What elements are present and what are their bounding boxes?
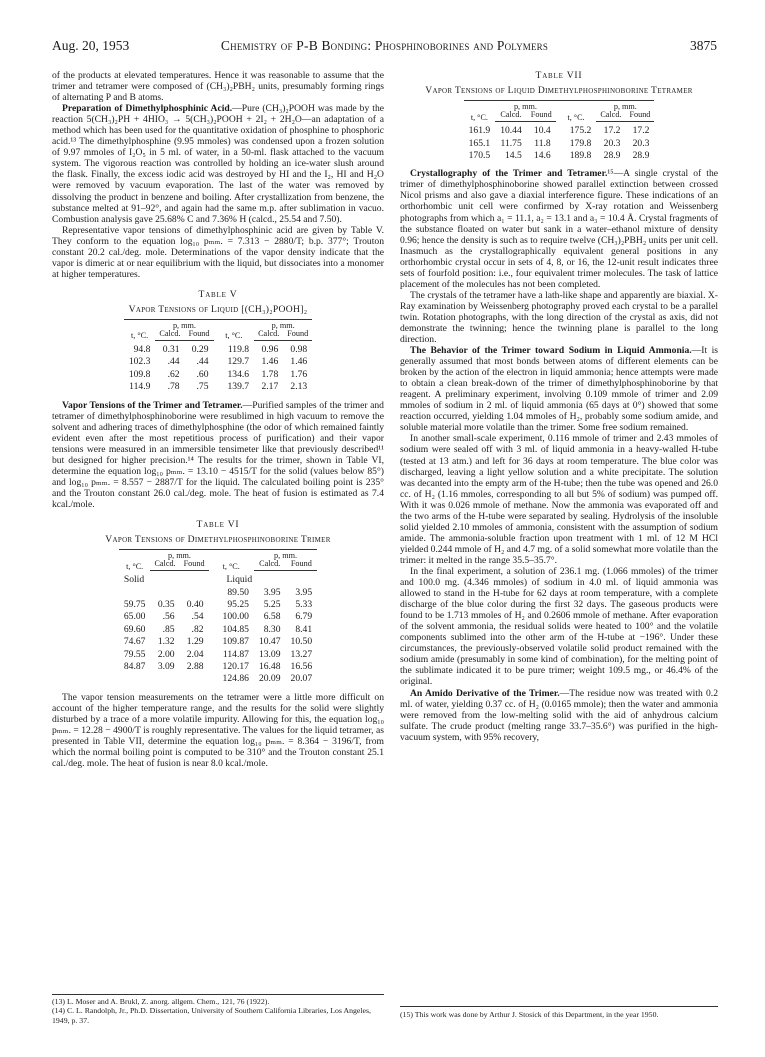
- found-cell: 2.88: [186, 661, 204, 673]
- calcd-cell: .78: [167, 381, 180, 393]
- calcd-cell: 20.3: [603, 137, 621, 149]
- calcd-cell: 2.00: [157, 648, 175, 660]
- temperature-cell: 161.9: [468, 124, 491, 136]
- found-cell: 6.79: [295, 611, 313, 623]
- temperature-cell: [119, 587, 151, 599]
- col-header: t, °C.: [464, 101, 496, 122]
- calcd-cell: 1.46: [261, 356, 279, 368]
- paragraph: Vapor Tensions of the Trimer and Tetramer.—Purified samples of the trimer and tetramer of dimethylphosphinoborine were resublimed in high vacuum to remove the solvent and adhering traces of dimethylphosphine (the odor of which remained faintly evident even after the most repetitious process of purification) and their vapor tensions were measured in an immersible tensimeter like that previously described¹¹ but designed for higher precision.¹⁴ The results for the trimer, shown in Table VI, determine the equation log₁₀ pₘₘ. = 13.10 − 4515/T for the solid (values below 85°) and log₁₀ pₘₘ. = 8.557 − 2887/T for the liquid. The calculated boiling point is 235° and the Trouton constant 26.0 cal./deg. mole. The heat of fusion is estimated as 7.4 kcal./mole.: [52, 399, 384, 511]
- phase-label: Solid: [123, 574, 145, 586]
- found-cell: 2.13: [290, 381, 308, 393]
- page-number: 3875: [690, 38, 717, 53]
- temperature-cell: 95.25: [227, 598, 249, 610]
- temperature-cell: 104.85: [222, 623, 249, 635]
- found-cell: 5.33: [295, 598, 313, 610]
- temperature-cell: 129.7: [227, 356, 250, 368]
- found-cell: .54: [191, 611, 204, 623]
- table-row: [119, 624, 317, 636]
- calcd-cell: 1.32: [157, 636, 175, 648]
- footnote: (13) L. Moser and A. Brukl, Z. anorg. allgem. Chem., 121, 76 (1922).: [52, 997, 270, 1006]
- table-row: [119, 636, 317, 648]
- calcd-cell: .62: [167, 368, 180, 380]
- found-cell: 20.07: [290, 673, 313, 685]
- calcd-cell: [150, 673, 179, 685]
- footnote: (14) C. L. Randolph, Jr., Ph.D. Dissertation, University of Southern California Libraries, Los Angeles, 1949, p. 37.: [52, 1006, 371, 1025]
- paragraph: Preparation of Dimethylphosphinic Acid.—Pure (CH₃)₂POOH was made by the reaction 5(CH₃)₂PH + 4HIO₃ → 5(CH₃)₂POOH + 2I₂ + 2H₂O—an adaptation of a method which has been used for the quantitative oxidation of phosphine to phosphoric acid.¹³ The dimethylphosphine (9.95 mmoles) was condensed upon a frozen solution of 9.97 mmoles of I₂O₅ in 5 ml. of water, in a 50-ml. flask attached to the vacuum system. The vigorous reaction was controlled by holding an ice-water slush around the flask. Finally, the excess iodic acid was destroyed by HI and the I₂, HI and H₂O were removed by vacuum evaporation. The last of the water was removed by dissolving the product in benzene and boiling. After crystallization from benzene, the substance melted at 91–92°, and again had the same m.p. after sublimation in vacuo. Combustion analysis gave 25.68% C and 7.36% H (calcd., 25.54 and 7.50).: [52, 103, 384, 225]
- section-heading: Crystallography of the Trimer and Tetramer.: [410, 168, 608, 180]
- calcd-cell: .56: [162, 611, 175, 623]
- table-caption: Vapor Tensions of Liquid [(CH₃)₂POOH]₂: [128, 303, 308, 315]
- page-header: [52, 38, 717, 58]
- phase-label: Liquid: [226, 574, 253, 586]
- temperature-cell: 109.87: [222, 636, 249, 648]
- temperature-cell: 74.67: [123, 636, 146, 648]
- found-cell: 16.56: [290, 661, 313, 673]
- col-header: Found: [286, 560, 318, 571]
- temperature-cell: 114.9: [129, 381, 151, 393]
- section-heading: The Behavior of the Trimer toward Sodium in Liquid Ammonia.: [410, 345, 692, 357]
- found-cell: 1.76: [290, 368, 308, 380]
- calcd-cell: 11.75: [500, 137, 522, 149]
- col-header: p, mm.: [254, 319, 312, 330]
- col-header: Calcd.: [254, 560, 286, 571]
- temperature-cell: 119.8: [227, 343, 250, 355]
- found-cell: 1.29: [186, 636, 204, 648]
- table-row: [119, 673, 317, 685]
- calcd-cell: 1.78: [261, 368, 279, 380]
- calcd-cell: 3.09: [157, 661, 175, 673]
- table-row: [124, 356, 312, 368]
- found-cell: 10.4: [533, 125, 551, 137]
- found-cell: 13.27: [290, 648, 313, 660]
- col-header: Calcd.: [596, 111, 625, 122]
- calcd-cell: 16.48: [258, 661, 281, 673]
- data-table-vi: [119, 549, 317, 686]
- table-row: [464, 150, 655, 162]
- col-header: t, °C.: [214, 319, 255, 340]
- paragraph: The crystals of the tetramer have a lath-like shape and apparently are biaxial. X-Ray examination by Weissenberg photography proved each crystal to be a parallel twin. Rotation photographs, with the long direction of the crystal as axis, did not demonstrate the twinning; hence the twinning plane is parallel to the long direction.: [400, 289, 718, 346]
- col-header: t, °C.: [556, 101, 597, 122]
- footnotes-right: [400, 1006, 718, 1019]
- found-cell: 1.46: [290, 356, 308, 368]
- table-row: [119, 599, 317, 611]
- calcd-cell: 8.30: [263, 623, 281, 635]
- col-header: p, mm.: [155, 319, 213, 330]
- col-header: p, mm.: [495, 101, 556, 112]
- paragraph: of the products at elevated temperatures. Hence it was reasonable to assume that the trimer and tetramer were composed of (CH₃)₂PBH₂ units, presumably forming rings of alternating P and B atoms.: [52, 70, 384, 104]
- paragraph: Crystallography of the Trimer and Tetramer.¹⁵—A single crystal of the trimer of dimethylphosphinoborine showed parallel extinction between crossed Nicol prisms and also gave a diaxial interference figure. These indications of an orthorhombic unit cell were confirmed by X-ray rotation and Weissenberg photographs from which a₁ = 11.1, a₂ = 13.1 and a₃ = 10.4 Å. Crystal fragments of the substance floated on water but sank in a water–ethanol mixture of density 0.96; hence the density is such as to require twelve (CH₃)₂PBH₂ units per unit cell. Inasmuch as the crystallographically equivalent general positions in any orthorhombic crystal occur in sets of 4, 8, or 16, the 12-unit result indicates three sets of fourfold position: i.e., four equivalent trimer molecules. The task of lattice placement of the molecules has not been completed.: [400, 168, 719, 290]
- found-cell: .60: [196, 368, 209, 380]
- table-row: [464, 138, 655, 150]
- calcd-cell: 17.2: [603, 125, 621, 137]
- calcd-cell: 14.5: [504, 149, 522, 161]
- calcd-cell: 10.44: [500, 125, 522, 137]
- paragraph: The Behavior of the Trimer toward Sodium in Liquid Ammonia.—It is generally assumed that most bonds between atoms of different elements can be broken by the action of the electron in liquid ammonia; hence attempts were made to obtain a clean break-down of the trimer of dimethylphosphinoborine by that reagent. A preliminary experiment, involving 0.109 mmole of trimer and 2.09 mmoles of sodium in 2 ml. of liquid ammonia (65 days at 0°) showed that some reaction occurred, yielding 1.04 mmoles of H₂, probably some sodium amide, and soluble material more volatile than the trimer. Some free sodium remained.: [400, 345, 718, 434]
- temperature-cell: 124.86: [222, 673, 249, 685]
- data-table-vii: [464, 100, 655, 162]
- temperature-cell: 59.75: [123, 598, 146, 610]
- temperature-cell: 109.8: [128, 368, 151, 380]
- found-cell: 17.2: [632, 125, 650, 137]
- table-row: [119, 649, 317, 661]
- col-header: t, °C.: [124, 319, 156, 340]
- temperature-cell: 65.00: [123, 611, 146, 623]
- calcd-cell: 0.35: [157, 598, 175, 610]
- temperature-cell: 175.2: [569, 124, 592, 136]
- calcd-cell: 20.09: [258, 673, 281, 685]
- table-row: [124, 381, 312, 393]
- temperature-cell: 139.7: [227, 381, 250, 393]
- calcd-cell: 28.9: [603, 149, 621, 161]
- journal-date: Aug. 20, 1953: [52, 38, 130, 53]
- col-header: Calcd.: [150, 560, 179, 571]
- col-header: Calcd.: [495, 111, 527, 122]
- temperature-cell: 170.5: [468, 149, 491, 161]
- paragraph: The vapor tension measurements on the tetramer were a little more difficult on account of the higher temperature range, and the results for the solid were slightly disturbed by a trace of a more volatile impurity. Allowing for this, the equation log₁₀ pₘₘ. = 12.28 − 4900/T is roughly representative. The values for the liquid tetramer, as presented in Table VII, determine the equation log₁₀ pₘₘ. = 8.364 − 3196/T, from which the normal boiling point is computed to be 310° and the Trouton constant 25.1 cal./deg. mole. The heat of fusion is near 8.0 kcal./mole.: [52, 691, 384, 770]
- col-header: Found: [527, 111, 556, 122]
- found-cell: .44: [196, 356, 209, 368]
- table-row: [119, 661, 317, 673]
- table-row: [464, 122, 655, 138]
- calcd-cell: 5.25: [263, 598, 281, 610]
- temperature-cell: 120.17: [222, 661, 249, 673]
- right-column: [400, 70, 718, 743]
- calcd-cell: .44: [167, 356, 180, 368]
- table-label: Table V: [198, 288, 238, 300]
- col-header: Calcd.: [155, 330, 184, 341]
- paragraph: In the final experiment, a solution of 236.1 mg. (1.066 mmoles) of the trimer and 100.0 mg. (4.346 mmoles) of sodium in 4.0 ml. of liquid ammonia was allowed to stand in the H-tube for 62 days at room temperature, with a complete discharge of the blue color during the first 32 days. The gaseous products were found to be 1.713 mmoles of H₂ and 0.2606 mmole of methane. After evaporation of the solvent ammonia, the residual solids were heated to 100° and the volatile components sublimed into the other arm of the H-tube at −196°. Under these circumstances, the previously-observed volatile solid product remained with the sodium amide (presumably in some kind of combination), for the melting point of the sublimate indicated it to be pure trimer; weight 109.5 mg., or 46.4% of the original.: [400, 566, 718, 688]
- data-table-v: [124, 319, 312, 394]
- left-column: [52, 70, 384, 769]
- footnote: (15) This work was done by Arthur J. Stosick of this Department, in the year 1950.: [400, 1010, 659, 1019]
- calcd-cell: 2.17: [261, 381, 279, 393]
- section-heading: Vapor Tensions of the Trimer and Tetramer.: [62, 399, 243, 411]
- found-cell: .75: [196, 381, 209, 393]
- section-heading: Preparation of Dimethylphosphinic Acid.: [62, 103, 233, 115]
- found-cell: 2.04: [186, 648, 204, 660]
- calcd-cell: .85: [162, 623, 175, 635]
- col-header: Found: [625, 111, 654, 122]
- found-cell: 28.9: [632, 149, 650, 161]
- temperature-cell: 84.87: [123, 661, 146, 673]
- col-header: Found: [283, 330, 312, 341]
- found-cell: [180, 587, 209, 599]
- temperature-cell: [119, 673, 151, 685]
- found-cell: [180, 673, 209, 685]
- found-cell: 3.95: [295, 586, 313, 598]
- temperature-cell: 165.1: [468, 137, 491, 149]
- running-title: Chemistry of P-B Bonding: Phosphinoborines and Polymers: [220, 38, 549, 53]
- paragraph: An Amido Derivative of the Trimer.—The residue now was treated with 0.2 ml. of water, yielding 0.37 cc. of H₂ (0.0165 mmole); then the water and ammonia were removed from the low-melting solid with the aid of anhydrous calcium sulfate. The crude product (melting range 33.7–35.6°) was purified in the high-vacuum system, with 95% recovery,: [400, 687, 718, 743]
- col-header: p, mm.: [254, 550, 317, 561]
- temperature-cell: 89.50: [227, 586, 249, 598]
- temperature-cell: 114.87: [222, 648, 249, 660]
- table-row: [124, 340, 312, 356]
- found-cell: 11.8: [534, 137, 551, 149]
- temperature-cell: 94.8: [133, 343, 151, 355]
- found-cell: 14.6: [533, 149, 551, 161]
- found-cell: 8.41: [295, 623, 313, 635]
- col-header: Found: [185, 330, 214, 341]
- calcd-cell: 13.09: [258, 648, 281, 660]
- col-header: p, mm.: [150, 550, 208, 561]
- col-header: Found: [180, 560, 209, 571]
- temperature-cell: 100.00: [222, 611, 249, 623]
- table-label: Table VI: [196, 519, 240, 531]
- found-cell: 0.29: [191, 343, 209, 355]
- section-heading: An Amido Derivative of the Trimer.: [410, 687, 560, 699]
- table-row: [124, 369, 312, 381]
- calcd-cell: 0.96: [261, 343, 279, 355]
- table-row: [119, 611, 317, 623]
- table-label: Table VII: [535, 70, 583, 81]
- temperature-cell: 79.55: [123, 648, 146, 660]
- found-cell: 20.3: [632, 137, 650, 149]
- table-caption: Vapor Tensions of Liquid Dimethylphosphinoborine Tetramer: [425, 85, 693, 97]
- found-cell: 0.40: [186, 598, 204, 610]
- footnotes-left: [52, 994, 384, 1025]
- temperature-cell: 69.60: [123, 623, 146, 635]
- calcd-cell: [150, 587, 179, 599]
- table-caption: Vapor Tensions of Dimethylphosphinoborine Trimer: [105, 534, 331, 546]
- temperature-cell: 102.3: [128, 356, 151, 368]
- col-header: Calcd.: [254, 330, 283, 341]
- col-header: t, °C.: [209, 550, 254, 571]
- paragraph: In another small-scale experiment, 0.116 mmole of trimer and 2.43 mmoles of sodium were sealed off with 3 ml. of liquid ammonia in a heavy-walled H-tube (tested at 13 atm.) and left for 36 days at room temperature. The blue color was discharged, leaving a light yellow solution and a white precipitate. The solution was decanted into the empty arm of the H-tube; then the tube was opened and 26.0 cc. of H₂ (1.16 mmoles, corresponding to all but 5% of sodium) was pumped off. With it was 0.026 mmole of methane. Now the ammonia was evaporated off and the two arms of the H-tube were separated by sealing. Hydrolysis of the insoluble solid yielded 2.10 mmoles of ammonia, consistent with the assumption of sodium amide. The ammonia-soluble fraction upon treatment with 1 ml. of 12 M HCl yielded 0.244 mmole of H₂ and 4.7 mg. of a solid somewhat more volatile than the trimer: it melted in the range 35.5–35.7°.: [400, 433, 718, 566]
- col-header: p, mm.: [596, 101, 654, 112]
- calcd-cell: 0.31: [162, 343, 180, 355]
- found-cell: 0.98: [290, 343, 308, 355]
- calcd-cell: 10.47: [258, 636, 281, 648]
- temperature-cell: 189.8: [569, 149, 592, 161]
- temperature-cell: 134.6: [227, 368, 250, 380]
- table-row: [119, 587, 317, 599]
- paragraph: Representative vapor tensions of dimethylphosphinic acid are given by Table V. They conform to the equation log₁₀ pₘₘ. = 7.313 − 2880/T; b.p. 377°; Trouton constant 20.2 cal./deg. mole. Determinations of the vapor density indicate that the vapor is dimeric at or near equilibrium with the liquid, but dissociates into a monomer at higher temperatures.: [52, 224, 384, 280]
- found-cell: .82: [191, 623, 204, 635]
- temperature-cell: 179.8: [569, 137, 592, 149]
- col-header: t, °C.: [119, 550, 151, 571]
- calcd-cell: 3.95: [263, 586, 281, 598]
- calcd-cell: 6.58: [263, 611, 281, 623]
- found-cell: 10.50: [290, 636, 313, 648]
